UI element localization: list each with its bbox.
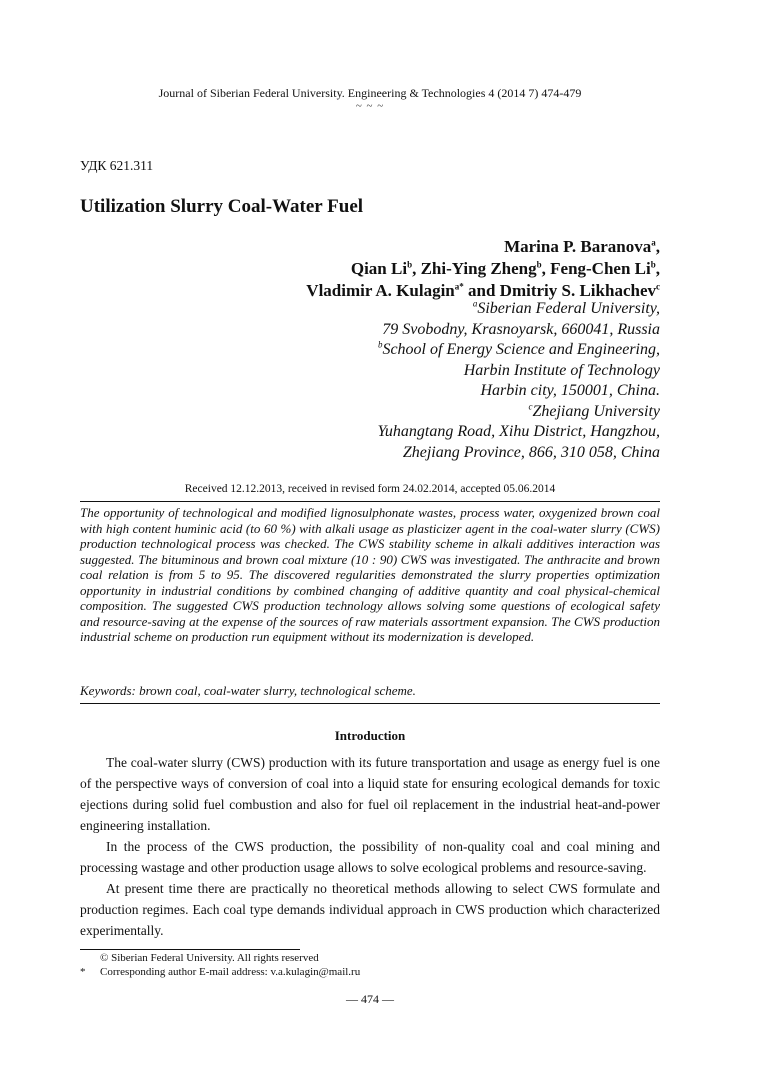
affiliation-sup: b (377, 339, 383, 350)
author-sup: b (407, 259, 413, 270)
affiliation-line (377, 299, 660, 320)
affiliation-line (377, 381, 660, 402)
affiliation-text: Zhejiang University (532, 402, 660, 420)
affiliation-text: Siberian Federal University, (477, 300, 660, 317)
introduction-body (80, 752, 660, 941)
author-name: , Feng-Chen Li (541, 259, 651, 278)
abstract-rule-bottom (80, 703, 660, 704)
author-name: Vladimir A. Kulagin (306, 281, 455, 300)
paragraph: In the process of the CWS production, the possibility of non-quality coal and coal mining and processing wastage and other production usage allows to solve ecological problems and resource-saving. (80, 839, 660, 875)
author-list (306, 236, 660, 302)
corresponding-email: Corresponding author E-mail address: v.a.kulagin@mail.ru (100, 966, 361, 978)
affiliation-text: School of Energy Science and Engineering, (382, 341, 660, 358)
author-sup: b (536, 259, 542, 270)
received-dates: Received 12.12.2013, received in revised form 24.02.2014, accepted 05.06.2014 (184, 483, 556, 495)
journal-header: Journal of Siberian Federal University. Engineering & Technologies 4 (2014 7) 474-479 (158, 86, 582, 100)
footnote-rule (80, 949, 300, 950)
author-sep: , (655, 237, 660, 256)
footnote-star: * (80, 966, 86, 978)
affiliation-text: Harbin Institute of Technology (463, 361, 660, 379)
affiliation-text: 79 Svobodny, Krasnoyarsk, 660041, Russia (382, 320, 660, 338)
abstract-rule-top (80, 501, 660, 502)
author-name: and Dmitriy S. Likhachev (463, 281, 656, 300)
keywords: Keywords: brown coal, coal-water slurry, technological scheme. (80, 683, 416, 698)
affiliation-text: Yuhangtang Road, Xihu District, Hangzhou, (377, 423, 660, 440)
author-line-2 (306, 258, 660, 280)
author-name: , Zhi-Ying Zheng (412, 259, 537, 278)
author-name: Qian Li (350, 259, 408, 278)
affiliation-sup: c (528, 401, 533, 412)
paragraph: At present time there are practically no theoretical methods allowing to select CWS formulate and production regimes. Each coal type demands individual approach in CWS production which characterized experimentally. (80, 881, 660, 938)
abstract: The opportunity of technological and modified lignosulphonate wastes, process water, oxygenized brown coal with high content huminic acid (to 60 %) with alkali usage as plasticizer agent in the coal-water slurry (CWS) production technological process was checked. The CWS stability scheme in alkali additives interaction was suggested. The bituminous and brown coal mixture (10 : 90) CWS was investigated. The anthracite and brown coal relation is from 5 to 95. The discovered regularities demonstrated the slurry properties optimization opportunity in industrial conditions by combined changing of additive quantity and coal physical-chemical composition. The suggested CWS production technology allows solving some questions of ecological safety and resource-saving at the expense of the sources of raw materials assortment expansion. The CWS production industrial scheme on production run equipment without its modernization is developed. (80, 505, 660, 644)
section-heading-introduction: Introduction (334, 728, 406, 743)
paragraph: The coal-water slurry (CWS) production with its future transportation and usage as energy fuel is one of the perspective ways of conversion of coal into a liquid state for ensuring ecological demands for toxic ejections during solid fuel combustion and also for fuel oil replacement in the industrial heat-and-power engineering installation. (80, 755, 660, 833)
affiliation-sup: a (472, 298, 478, 309)
footnote-copyright: © Siberian Federal University. All rights reserved (100, 952, 319, 964)
affiliation-line (377, 443, 660, 464)
affiliation-text: Harbin city, 150001, China. (480, 382, 660, 399)
paper-title: Utilization Slurry Coal-Water Fuel (80, 196, 364, 217)
affiliation-text: Zhejiang Province, 866, 310 058, China (402, 443, 660, 461)
author-line-1 (306, 236, 660, 258)
author-sup: a (651, 237, 656, 248)
affiliation-line (377, 422, 660, 443)
udk-code: УДК 621.311 (80, 158, 154, 173)
page-number: — 474 — (346, 992, 394, 1006)
footnote-corresponding (80, 966, 360, 978)
author-name: Marina P. Baranova (504, 237, 652, 256)
author-sup: b (650, 259, 656, 270)
author-sup: a* (454, 281, 464, 292)
affiliation-line (377, 320, 660, 341)
author-sup: c (656, 281, 660, 292)
affiliation-line (377, 340, 660, 361)
header-ornament: ~ ~ ~ (355, 100, 385, 112)
affiliations (377, 299, 660, 463)
affiliation-line (377, 361, 660, 382)
affiliation-line (377, 402, 660, 423)
author-sep: , (655, 259, 660, 278)
